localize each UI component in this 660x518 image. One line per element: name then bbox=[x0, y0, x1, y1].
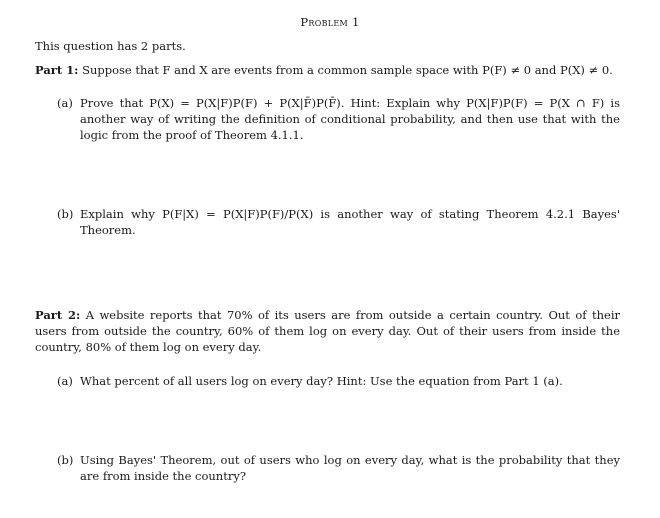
item-label: (b) bbox=[57, 453, 74, 467]
item-label: (a) bbox=[57, 374, 73, 388]
part1-label: Part 1: bbox=[35, 63, 79, 77]
part1-item-b bbox=[57, 206, 620, 238]
part2-text: A website reports that 70% of its users are from outside a certain country. Out of their users from outside the country, 60% of them log on every day. Out of their users from inside the country, 80% of them log on every day. bbox=[35, 308, 621, 354]
part2-item-a bbox=[57, 373, 620, 389]
part2-item-b bbox=[57, 452, 620, 484]
item-text: Explain why P(F|X) = P(X|F)P(F)/P(X) is another way of stating Theorem 4.2.1 Bayes' Theorem. bbox=[80, 207, 620, 237]
item-text: Prove that P(X) = P(X|F)P(F) + P(X|F̄)P(F̄). Hint: Explain why P(X|F)P(F) = P(X ∩ F) is another way of writing the definition of conditional probability, and then use that with the logic from the proof of Theorem 4.1.1. bbox=[80, 96, 620, 142]
item-label: (b) bbox=[57, 207, 74, 221]
part1-text: Suppose that F and X are events from a common sample space with P(F) ≠ 0 and P(X) ≠ 0. bbox=[82, 63, 613, 77]
part1-statement bbox=[35, 62, 620, 78]
part1-item-a bbox=[57, 95, 620, 143]
part2-label: Part 2: bbox=[35, 308, 81, 322]
item-label: (a) bbox=[57, 96, 73, 110]
problem-title: Problem 1 bbox=[300, 15, 360, 29]
item-text: What percent of all users log on every day? Hint: Use the equation from Part 1 (a). bbox=[80, 374, 563, 388]
part2-statement bbox=[35, 307, 620, 355]
intro-text: This question has 2 parts. bbox=[35, 39, 186, 53]
item-text: Using Bayes' Theorem, out of users who log on every day, what is the probability that they are from inside the country? bbox=[80, 453, 620, 483]
